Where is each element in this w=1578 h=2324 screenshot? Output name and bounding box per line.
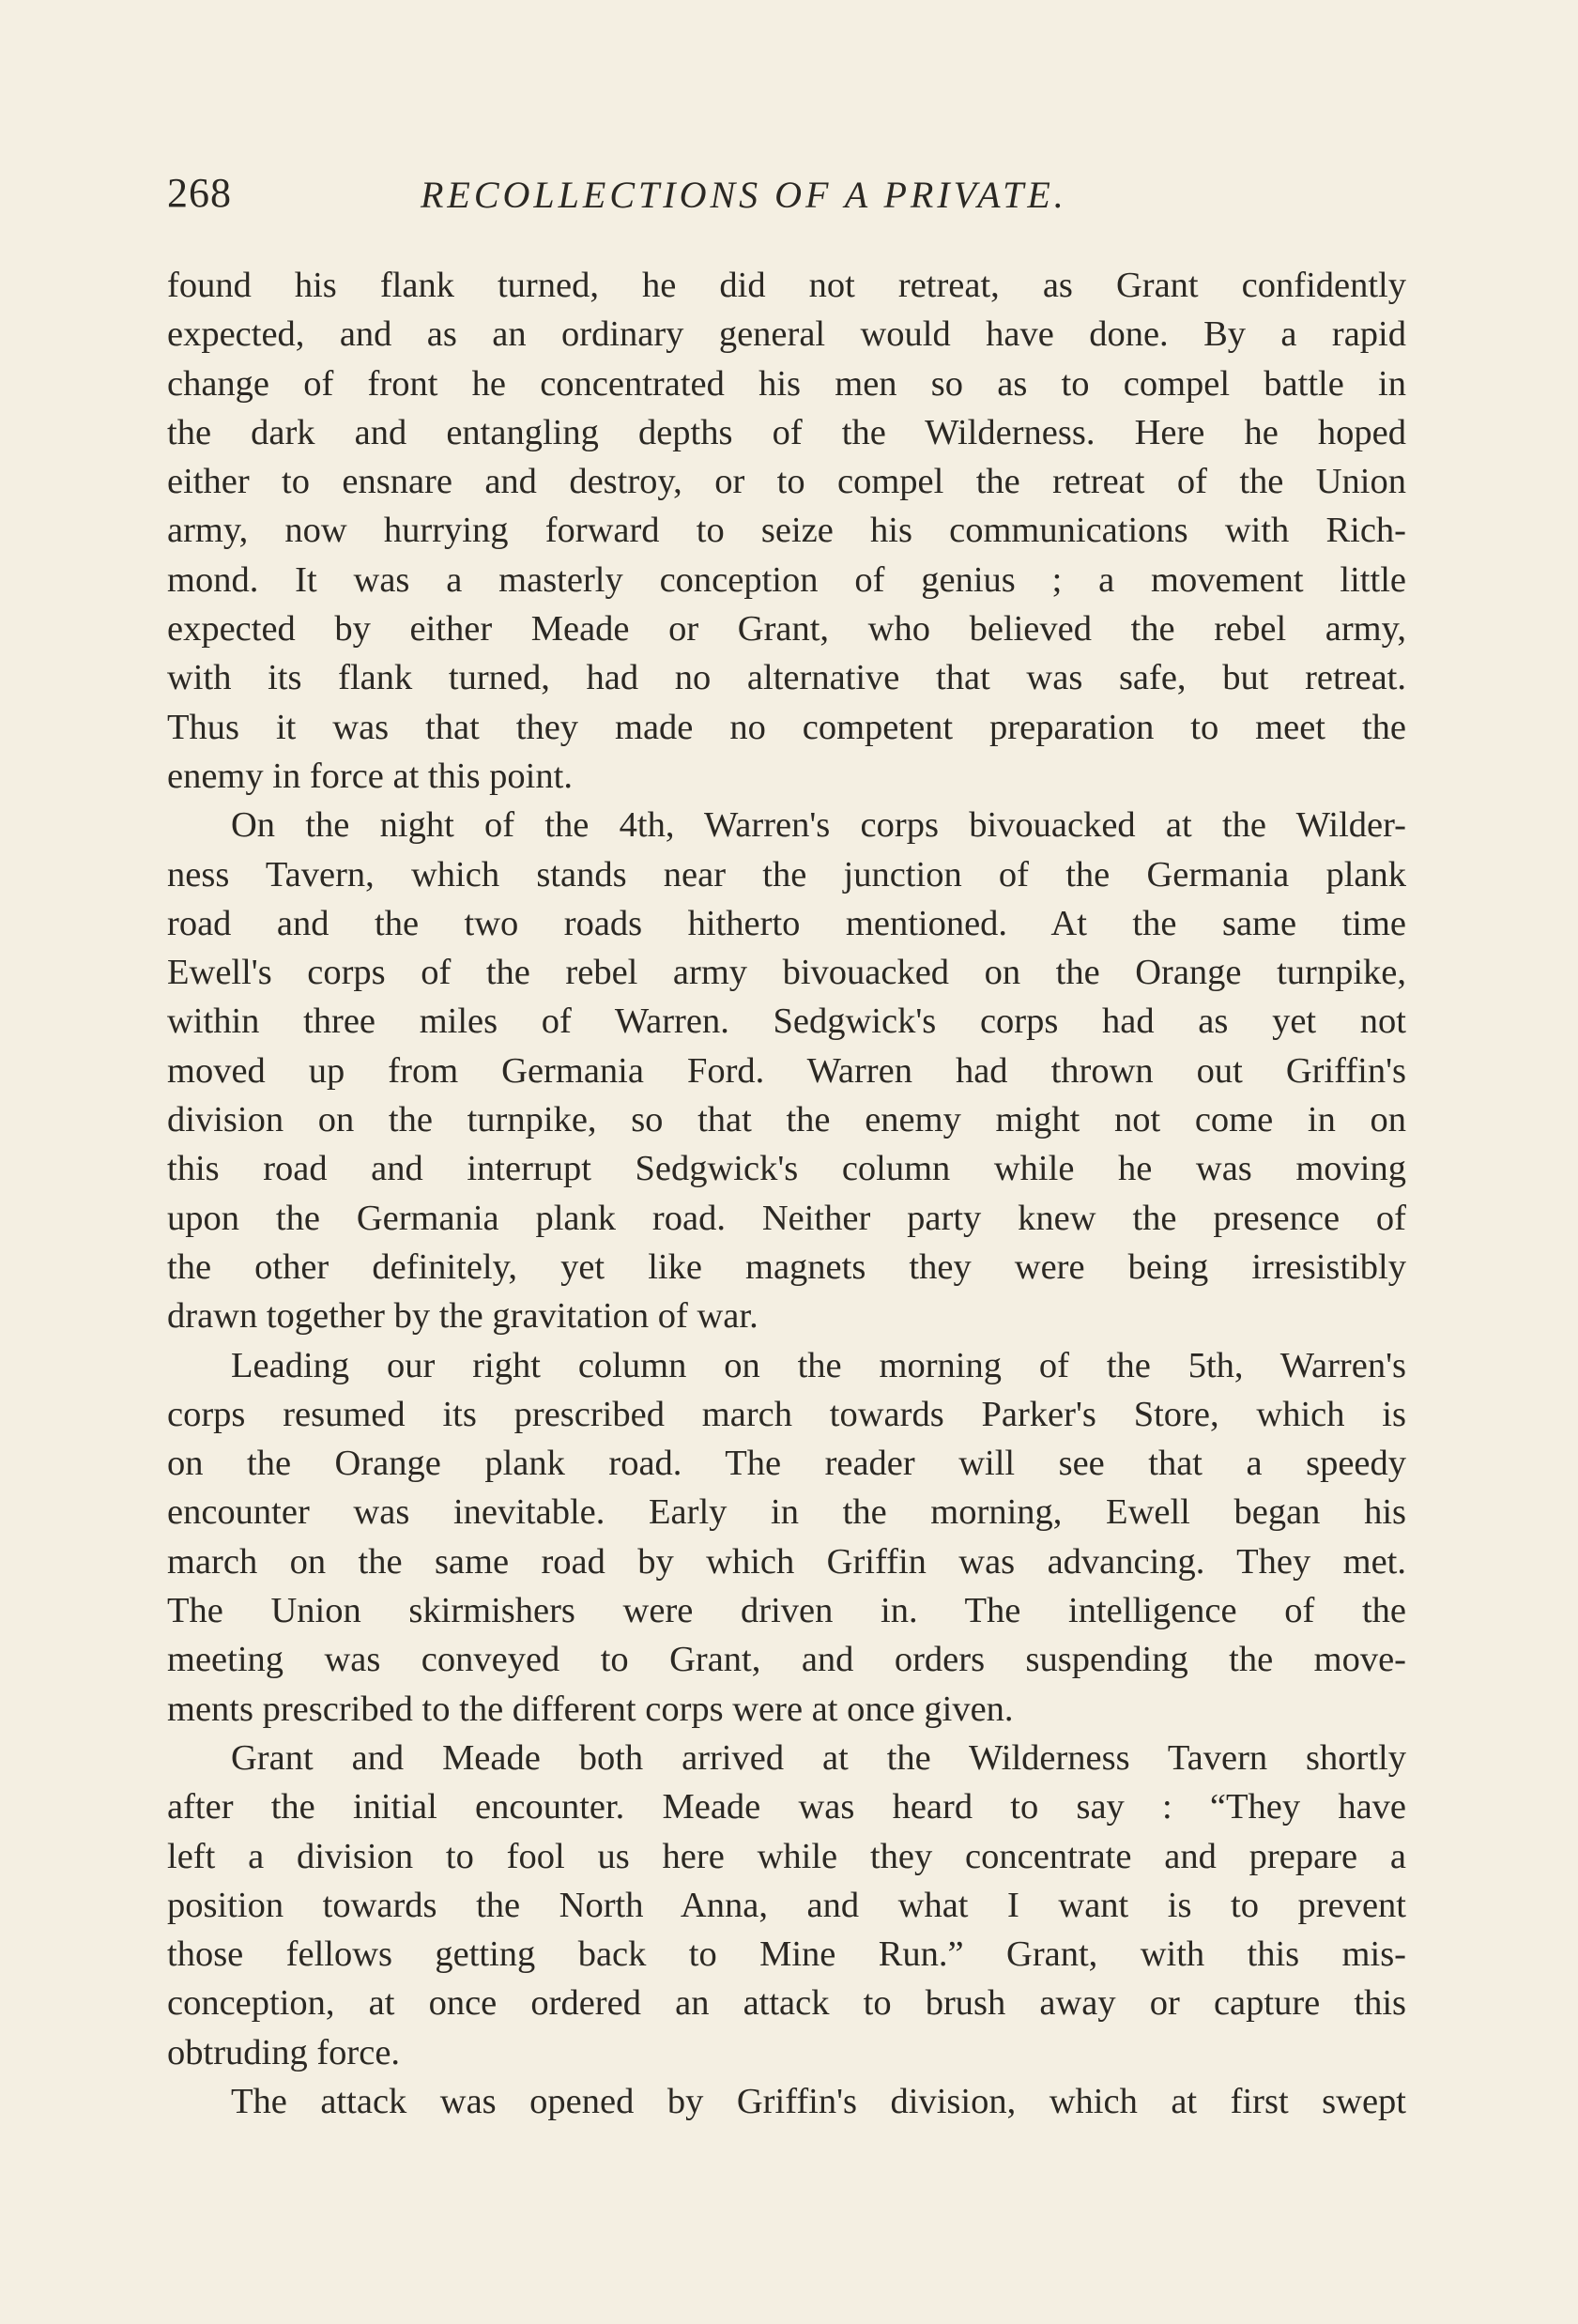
text-line: conception, at once ordered an attack to brush away or capture this xyxy=(167,1983,1406,2024)
text-line: after the initial encounter. Meade was heard to say : “They have xyxy=(167,1787,1406,1827)
page-header xyxy=(167,169,1406,235)
text-line: position towards the North Anna, and what I want is to prevent xyxy=(167,1885,1406,1925)
text-line: change of front he concentrated his men so as to compel battle in xyxy=(167,363,1406,404)
text-line: march on the same road by which Griffin was advancing. They met. xyxy=(167,1541,1406,1582)
text-line: drawn together by the gravitation of war. xyxy=(167,1296,758,1337)
text-line: Grant and Meade both arrived at the Wilderness Tavern shortly xyxy=(231,1737,1406,1778)
text-line: found his flank turned, he did not retreat, as Grant confidently xyxy=(167,266,1406,305)
text-line: obtruding force. xyxy=(167,2032,401,2072)
text-line: Thus it was that they made no competent preparation to meet the xyxy=(167,707,1406,747)
text-line: The Union skirmishers were driven in. The intelligence of the xyxy=(167,1591,1406,1631)
text-line: with its flank turned, had no alternative that was safe, but retreat. xyxy=(167,658,1406,698)
text-line: Leading our right column on the morning of the 5th, Warren's xyxy=(231,1345,1406,1385)
text-line: upon the Germania plank road. Neither party knew the presence of xyxy=(167,1198,1406,1238)
text-line: those fellows getting back to Mine Run.” Grant, with this mis- xyxy=(167,1934,1406,1975)
body-text xyxy=(167,261,1406,2126)
text-line: On the night of the 4th, Warren's corps bivouacked at the Wilder- xyxy=(231,805,1406,846)
text-line: moved up from Germania Ford. Warren had thrown out Griffin's xyxy=(167,1050,1406,1091)
page-number: 268 xyxy=(167,170,232,216)
text-line: the dark and entangling depths of the Wilderness. Here he hoped xyxy=(167,412,1406,452)
text-line: this road and interrupt Sedgwick's column while he was moving xyxy=(167,1149,1406,1189)
text-line: on the Orange plank road. The reader will see that a speedy xyxy=(167,1444,1406,1484)
text-line: division on the turnpike, so that the enemy might not come in on xyxy=(167,1100,1406,1140)
text-line: expected, and as an ordinary general would have done. By a rapid xyxy=(167,314,1406,355)
text-line: corps resumed its prescribed march towards Parker's Store, which is xyxy=(167,1394,1406,1434)
text-line: either to ensnare and destroy, or to compel the retreat of the Union xyxy=(167,462,1406,502)
text-line: mond. It was a masterly conception of genius ; a movement little xyxy=(167,559,1406,600)
text-line: the other definitely, yet like magnets they were being irresistibly xyxy=(167,1246,1406,1287)
text-line: army, now hurrying forward to seize his communications with Rich- xyxy=(167,511,1406,551)
running-title: RECOLLECTIONS OF A PRIVATE. xyxy=(421,174,1067,216)
text-line: expected by either Meade or Grant, who believed the rebel army, xyxy=(167,609,1406,650)
text-line: ments prescribed to the different corps were at once given. xyxy=(167,1689,1014,1729)
text-line: The attack was opened by Griffin's division, which at first swept xyxy=(231,2081,1406,2121)
text-line: meeting was conveyed to Grant, and orders suspending the move- xyxy=(167,1640,1406,1680)
text-line: Ewell's corps of the rebel army bivouacked on the Orange turnpike, xyxy=(167,953,1406,993)
text-line: enemy in force at this point. xyxy=(167,756,573,796)
text-line: within three miles of Warren. Sedgwick's corps had as yet not xyxy=(167,1001,1406,1042)
text-line: left a division to fool us here while they concentrate and prepare a xyxy=(167,1836,1406,1876)
text-line: road and the two roads hitherto mentioned. At the same time xyxy=(167,903,1406,943)
text-line: encounter was inevitable. Early in the morning, Ewell began his xyxy=(167,1492,1406,1533)
text-line: ness Tavern, which stands near the junction of the Germania plank xyxy=(167,854,1406,894)
